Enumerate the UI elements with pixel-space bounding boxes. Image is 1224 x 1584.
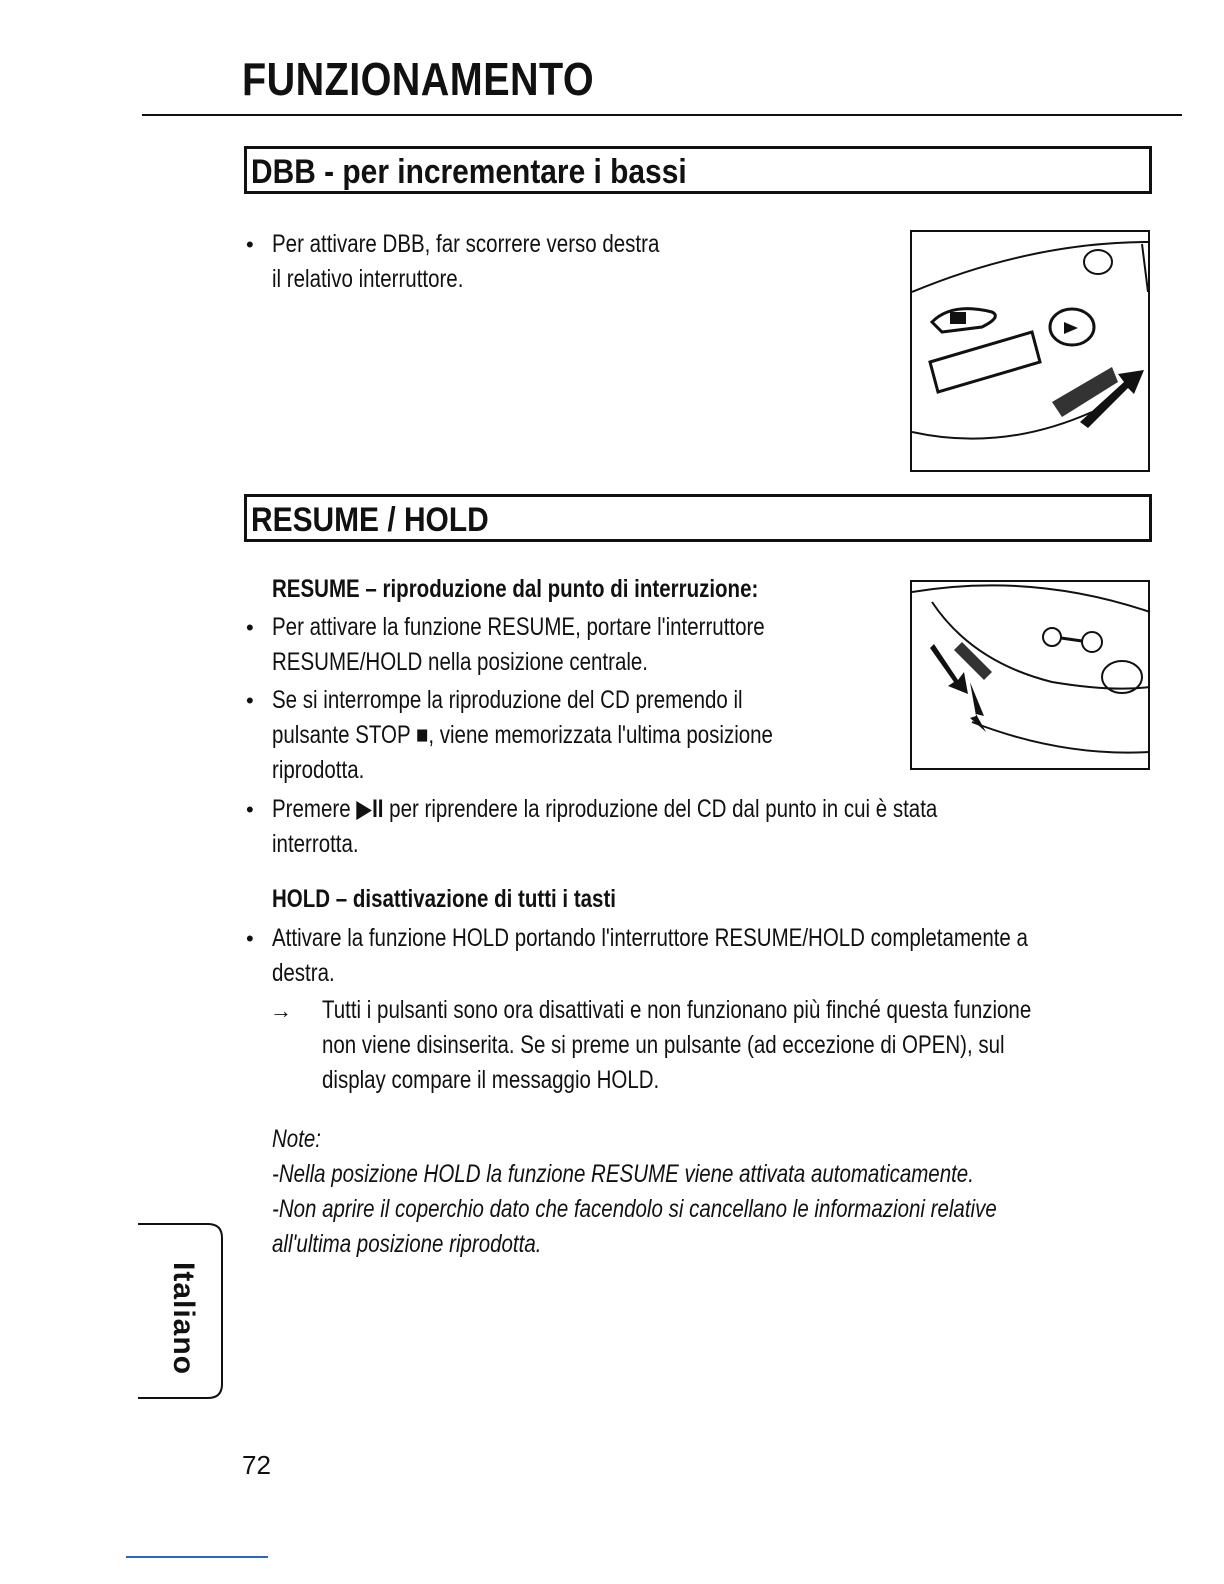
bullet-icon: • (246, 232, 254, 257)
notes (272, 1122, 1156, 1262)
hold-result (270, 993, 1224, 1098)
resume-bullet-2-text-a: pulsante STOP (272, 721, 416, 749)
resume-hold-switch-illustration (910, 580, 1150, 770)
resume-bullet-2-line1: Se si interrompe la riproduzione del CD premendo il (272, 686, 743, 714)
resume-bullet-3-line1 (272, 792, 1092, 827)
resume-hold-section-header (244, 494, 1152, 542)
bullet-icon: • (246, 688, 254, 713)
resume-bullet-3-text-b: per riprendere la riproduzione del CD dal punto in cui è stata (383, 795, 938, 823)
dbb-bullet-line1: Per attivare DBB, far scorrere verso destra (272, 230, 660, 258)
resume-bullet-1-line2: RESUME/HOLD nella posizione centrale. (272, 648, 649, 676)
hold-bullet-line1: Attivare la funzione HOLD portando l'interruttore RESUME/HOLD completamente a (272, 924, 1028, 952)
resume-subtitle-text: RESUME – riproduzione dal punto di interruzione: (272, 575, 759, 603)
hold-result-line2: non viene disinserita. Se si preme un pulsante (ad eccezione di OPEN), sul (322, 1031, 1005, 1059)
stop-icon: ■ (415, 721, 429, 749)
resume-subtitle (272, 572, 865, 607)
footer-rule (126, 1556, 268, 1558)
dbb-section-header (244, 146, 1152, 194)
bullet-icon: • (246, 926, 254, 951)
notes-label: Note: (272, 1125, 322, 1153)
resume-bullet-3-line2: interrotta. (272, 830, 359, 858)
resume-bullet-2-text-b: , viene memorizzata l'ultima posizione (428, 721, 773, 749)
page-number: 72 (242, 1450, 271, 1480)
resume-bullet-1-line1: Per attivare la funzione RESUME, portare l'interruttore (272, 613, 765, 641)
side-tab-label: Italiano (167, 1262, 200, 1376)
bullet-icon: • (246, 797, 254, 822)
hold-result-line3: display compare il messaggio HOLD. (322, 1066, 660, 1094)
title-rule (142, 114, 1182, 116)
dbb-header-text: DBB - per incrementare i bassi (251, 153, 687, 191)
hold-subtitle (272, 882, 691, 917)
notes-line2: -Non aprire il coperchio dato che facendolo si cancellano le informazioni relative (272, 1195, 997, 1223)
bullet-icon: • (246, 615, 254, 640)
hold-subtitle-text: HOLD – disattivazione di tutti i tasti (272, 885, 616, 913)
resume-bullet-3 (246, 792, 1224, 862)
resume-hold-drawing (912, 582, 1152, 772)
play-pause-icon: ▶II (356, 795, 384, 823)
dbb-switch-illustration (910, 230, 1150, 472)
resume-bullet-2-line3: riprodotta. (272, 756, 365, 784)
dbb-bullet-line2: il relativo interruttore. (272, 265, 464, 293)
notes-line1: -Nella posizione HOLD la funzione RESUME viene attivata automaticamente. (272, 1160, 974, 1188)
cd-player-top-drawing (912, 232, 1152, 474)
hold-bullet (246, 921, 1224, 991)
resume-hold-header-text: RESUME / HOLD (251, 501, 489, 539)
notes-line3: all'ultima posizione riprodotta. (272, 1230, 542, 1258)
hold-result-line1: Tutti i pulsanti sono ora disattivati e non funzionano più finché questa funzione (322, 996, 1032, 1024)
resume-bullet-3-text-a: Premere (272, 795, 357, 823)
page-title: FUNZIONAMENTO (242, 53, 595, 105)
hold-bullet-line2: destra. (272, 959, 335, 987)
result-arrow-icon: → (270, 998, 292, 1023)
